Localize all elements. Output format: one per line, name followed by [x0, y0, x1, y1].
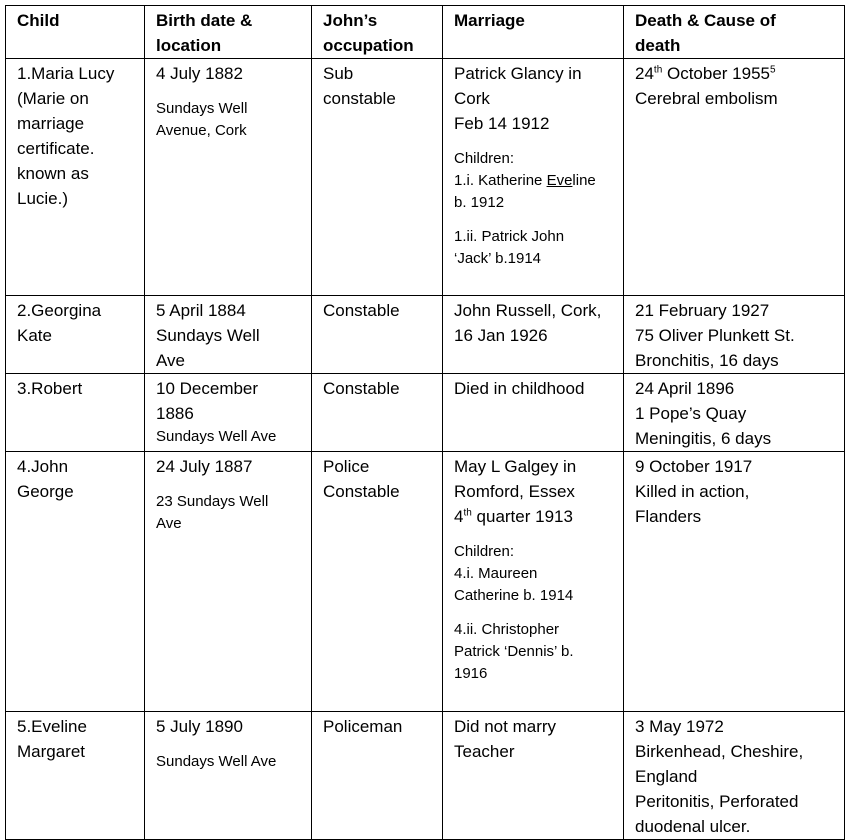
children-label: Children: — [454, 150, 515, 167]
family-table — [5, 5, 845, 840]
children-label: Children: — [454, 543, 515, 560]
marriage-cell: Died in childhood — [443, 374, 624, 452]
child-cell: 5.Eveline Margaret — [6, 712, 145, 840]
death-cell: 24th October 1955$^5$ Cerebral embolism — [624, 59, 845, 296]
birth-cell: 5 April 1884 Sundays Well Ave — [145, 296, 312, 374]
child-cell: 1.Maria Lucy (Marie on marriage certificate. known as Lucie.) — [6, 59, 145, 296]
table-row — [6, 452, 845, 712]
birth-cell: 4 July 1882 Sundays Well Avenue, Cork — [145, 59, 312, 296]
death-cell: 3 May 1972 Birkenhead, Cheshire, England Peritonitis, Perforated duodenal ulcer. — [624, 712, 845, 840]
occupation-cell: Constable — [312, 374, 443, 452]
occupation-cell: Sub constable — [312, 59, 443, 296]
header-child: Child — [6, 6, 145, 59]
occupation-cell: Constable — [312, 296, 443, 374]
header-occupation: John’s occupation — [312, 6, 443, 59]
death-cell: 24 April 1896 1 Pope’s Quay Meningitis, 6 days — [624, 374, 845, 452]
table-row — [6, 296, 845, 374]
occupation-cell: Police Constable — [312, 452, 443, 712]
birth-cell: 24 July 1887 23 Sundays Well Ave — [145, 452, 312, 712]
marriage-cell: John Russell, Cork, 16 Jan 1926 — [443, 296, 624, 374]
child-cell: 3.Robert — [6, 374, 145, 452]
child-cell: 4.John George — [6, 452, 145, 712]
table-header-row — [6, 6, 845, 59]
header-marriage: Marriage — [443, 6, 624, 59]
occupation-cell: Policeman — [312, 712, 443, 840]
table-row — [6, 712, 845, 840]
marriage-cell: May L Galgey in Romford, Essex 4th quarter 1913 Children: 4.i. Maureen Catherine b. 1914 4.ii. Christopher Patrick ‘Dennis’ b. 1916 — [443, 452, 624, 712]
header-birth: Birth date & location — [145, 6, 312, 59]
death-cell: 21 February 1927 75 Oliver Plunkett St. Bronchitis, 16 days — [624, 296, 845, 374]
table-row — [6, 59, 845, 296]
birth-cell: 10 December 1886 Sundays Well Ave — [145, 374, 312, 452]
child-cell: 2.Georgina Kate — [6, 296, 145, 374]
table-row — [6, 374, 845, 452]
header-death: Death & Cause of death — [624, 6, 845, 59]
birth-cell: 5 July 1890 Sundays Well Ave — [145, 712, 312, 840]
marriage-cell: Did not marry Teacher — [443, 712, 624, 840]
footnote-marker: 5 — [770, 64, 776, 76]
death-cell: 9 October 1917 Killed in action, Flanders — [624, 452, 845, 712]
marriage-cell: Patrick Glancy in Cork Feb 14 1912 Children: 1.i. Katherine Eveline b. 1912 1.ii. Patrick John ‘Jack’ b.1914 — [443, 59, 624, 296]
